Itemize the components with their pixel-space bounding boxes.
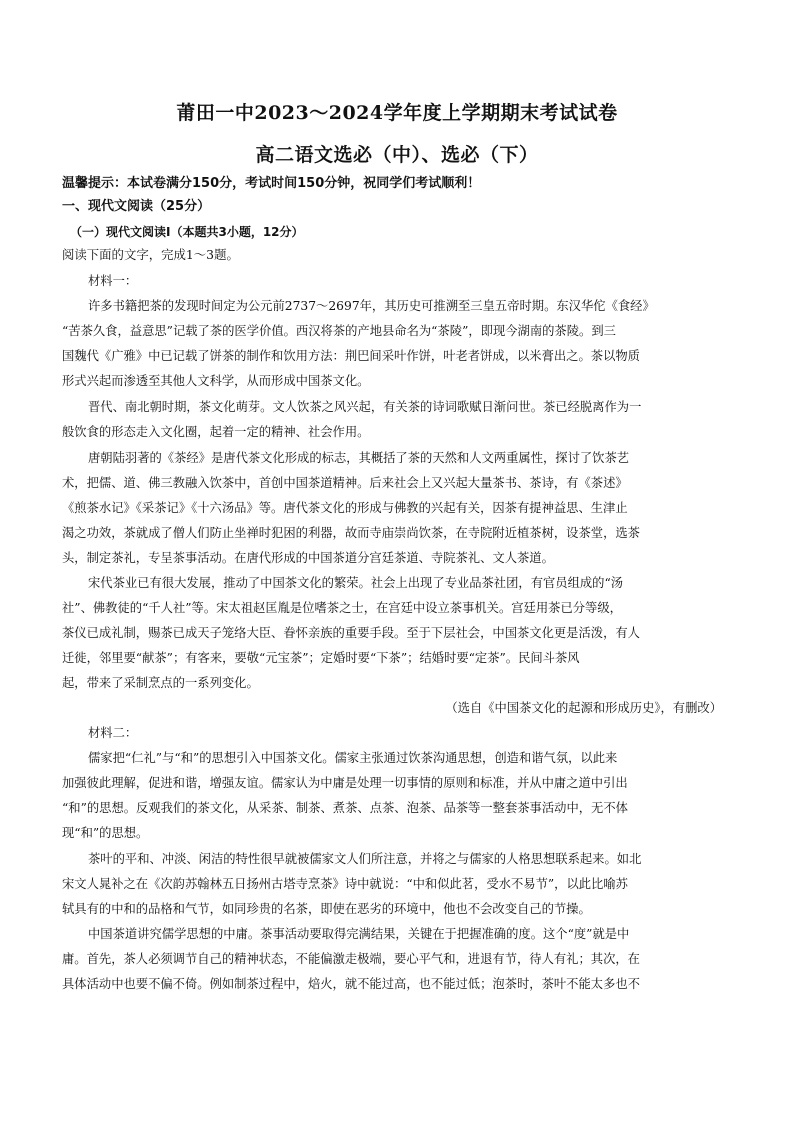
paragraph-line: 形式兴起而渗透至其他人文科学，从而形成中国茶文化。	[62, 374, 370, 388]
paragraph-line: 茶叶的平和、冲淡、闲洁的特性很早就被儒家文人们所注意，并将之与儒家的人格思想联系起来。如北	[88, 852, 642, 866]
paragraph-line: 中国茶道讲究儒学思想的中庸。茶事活动要取得完满结果，关键在于把握准确的度。这个“度”就是中	[88, 927, 630, 941]
paragraph-line: 具体活动中也要不偏不倚。例如制茶过程中，焙火，就不能过高，也不能过低；泡茶时，茶叶不能太多也不	[62, 977, 640, 991]
paragraph-line: 许多书籍把茶的发现时间定为公元前2737～2697年，其历史可推溯至三皇五帝时期。东汉华佗《食经》	[88, 299, 655, 313]
paragraph-line: 庸。首先，茶人必须调节自己的精神状态，不能偏激走极端，要心平气和，进退有节，待人有礼；其次，在	[62, 952, 640, 966]
material1-source: （选自《中国茶文化的起源和形成历史》，有删改）	[445, 701, 722, 715]
paragraph-line: 迁徙，邻里要“献茶”；有客来，要敬“元宝茶”；定婚时要“下茶”；结婚时要“定茶”。民间斗茶风	[62, 651, 580, 665]
paragraph-line: 宋代茶业已有很大发展，推动了中国茶文化的繁荣。社会上出现了专业品茶社团，有官员组成的“汤	[88, 576, 624, 590]
paragraph-line: 宋文人晁补之在《次韵苏翰林五日扬州古塔寺烹茶》诗中就说：“中和似此茗，受水不易节”，以此比喻苏	[62, 877, 628, 891]
paragraph-line: 头，制定茶礼，专呈茶事活动。在唐代形成的中国茶道分宫廷茶道、寺院茶礼、文人茶道。	[62, 551, 554, 565]
paragraph-line: 茶仪已成礼制，赐茶已成天子笼络大臣、眷怀亲族的重要手段。至于下层社会，中国茶文化更是活泼，有人	[62, 626, 640, 640]
notice-text: 温馨提示：本试卷满分150分，考试时间150分钟，祝同学们考试顺利！	[62, 176, 481, 191]
paragraph-line: 术，把儒、道、佛三教融入饮茶中，首创中国茶道精神。后来社会上又兴起大量茶书、茶诗，有《茶述》	[62, 476, 628, 490]
exam-title: 莆田一中2023～2024学年度上学期期末考试试卷	[176, 102, 618, 124]
paragraph-line: 唐朝陆羽著的《茶经》是唐代茶文化形成的标志，其概括了茶的天然和人文两重属性，探讨了饮茶艺	[88, 451, 630, 465]
material2-label: 材料二：	[88, 726, 138, 740]
material1-label: 材料一：	[88, 274, 138, 288]
paragraph-line: 晋代、南北朝时期，茶文化萌芽。文人饮茶之风兴起，有关茶的诗词歌赋日渐问世。茶已经脱离作为一	[88, 400, 642, 414]
paragraph-line: “和”的思想。反观我们的茶文化，从采茶、制茶、煮茶、点茶、泡茶、品茶等一整套茶事活动中，无不体	[62, 801, 628, 815]
paragraph-line: 般饮食的形态走入文化圈，起着一定的精神、社会作用。	[62, 425, 370, 439]
paragraph-line: 加强彼此理解，促进和谐，增强友谊。儒家认为中庸是处理一切事情的原则和标准，并从中庸之道中引出	[62, 776, 628, 790]
paragraph-line: 社”、佛教徒的“千人社”等。宋太祖赵匡胤是位嗜茶之士，在宫廷中设立茶事机关。宫廷用茶已分等级，	[62, 601, 622, 615]
paragraph-line: 起，带来了采制烹点的一系列变化。	[62, 676, 259, 690]
paragraph-line: 《煎茶水记》《采茶记》《十六汤品》等。唐代茶文化的形成与佛教的兴起有关，因茶有提神益思、生津止	[62, 501, 628, 515]
paragraph-line: 国魏代《广雅》中已记载了饼茶的制作和饮用方法：荆巴间采叶作饼，叶老者饼成，以米膏出之。茶以物质	[62, 349, 640, 363]
part-heading: （一）现代文阅读Ⅰ（本题共3小题，12分）	[70, 225, 304, 239]
paragraph-line: “苦茶久食，益意思”记载了茶的医学价值。西汉将茶的产地县命名为“茶陵”，即现今湖南的茶陵。到三	[62, 324, 616, 338]
exam-subtitle: 高二语文选必（中）、选必（下）	[255, 144, 539, 166]
paragraph-line: 轼具有的中和的品格和气节，如同珍贵的名茶，即使在恶劣的环境中，他也不会改变自己的节操。	[62, 902, 591, 916]
section-heading: 一、现代文阅读（25分）	[62, 199, 211, 214]
instruction-text: 阅读下面的文字，完成1～3题。	[62, 247, 239, 262]
paragraph-line: 现“和”的思想。	[62, 826, 149, 840]
paragraph-line: 儒家把“仁礼”与“和”的思想引入中国茶文化。儒家主张通过饮茶沟通思想，创造和谐气氛，以此来	[88, 751, 618, 765]
paragraph-line: 渴之功效，茶就成了僧人们防止坐禅时犯困的利器，故而寺庙崇尚饮茶，在寺院附近植茶树，设茶堂，选茶	[62, 526, 640, 540]
